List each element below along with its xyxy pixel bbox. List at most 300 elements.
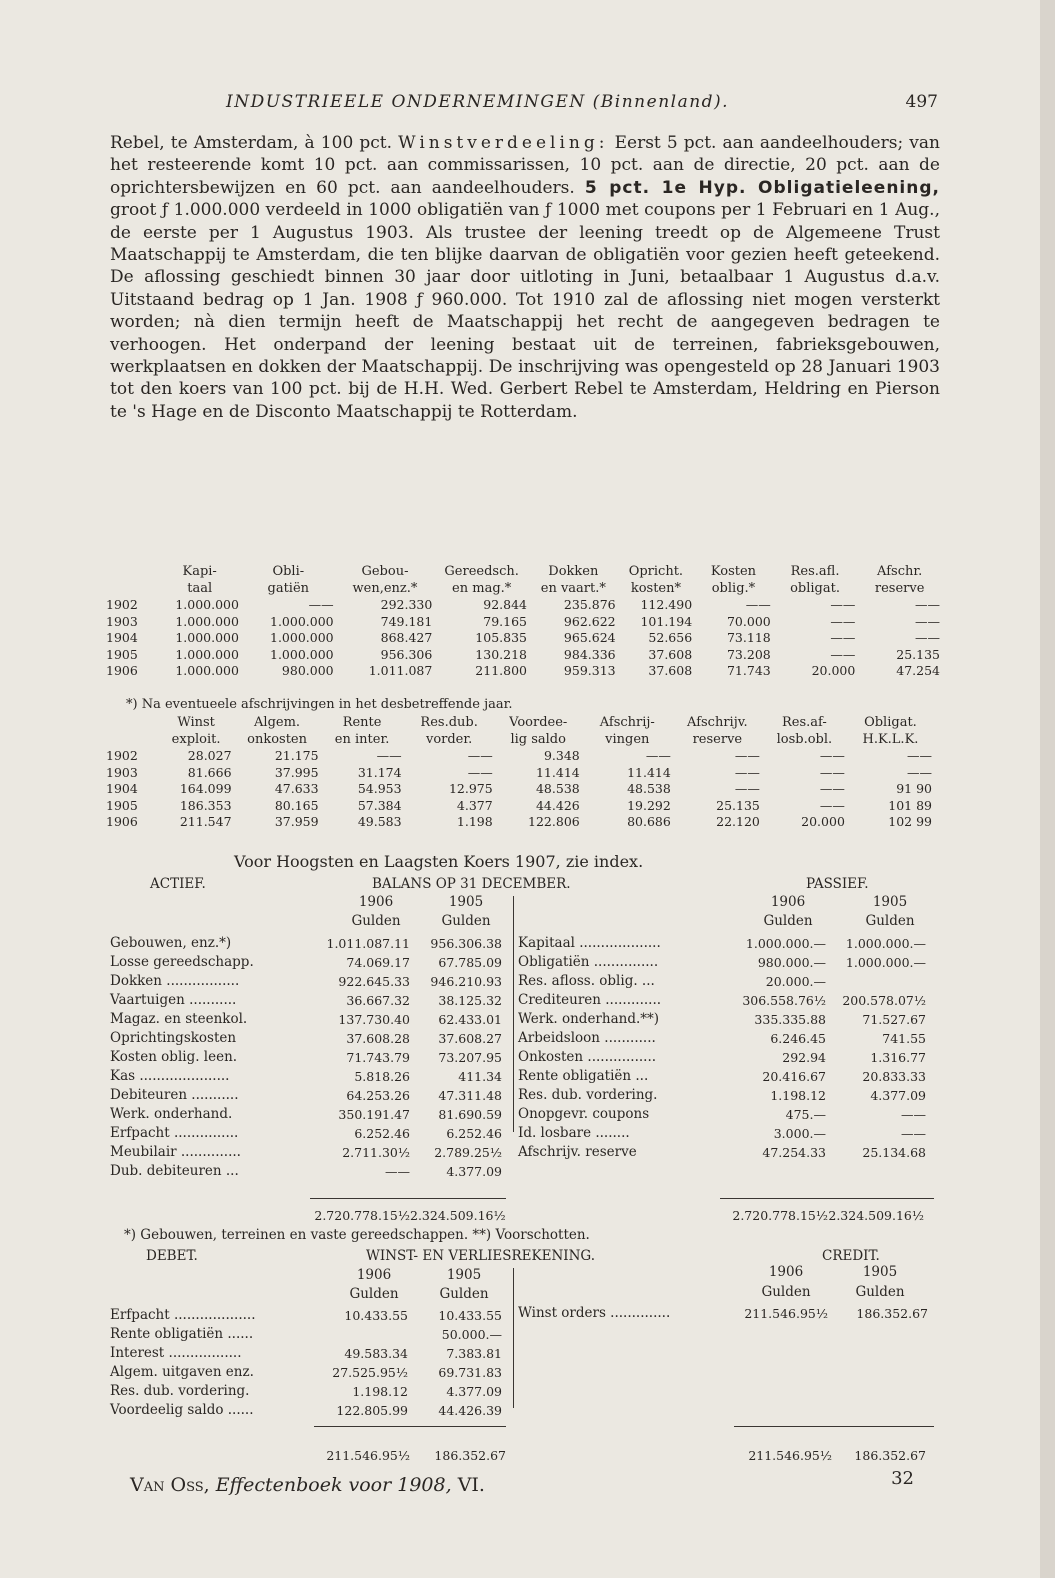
ledger-row — [110, 1010, 510, 1029]
ledger-row — [110, 1048, 510, 1067]
body-text-3: groot ƒ 1.000.000 verdeeld in 1000 obligatiën van ƒ 1000 met coupons per 1 Februari en 1 Aug., de eerste per 1 Augustus 1903. Als trustee der leening treedt op de Algemeene Trust Maatschappij te Amsterdam, die ten blijke daarvan de obligatiën voor gezien heeft geteekend. De aflossing geschiedt binnen 30 jaar door uitloting in Juni, betaalbaar 1 Augustus d.a.v. Uitstaand bedrag op 1 Jan. 1908 ƒ 960.000. Tot 1910 zal de aflossing niet mogen versterkt worden; nà dien termijn heeft de Maatschappij het recht de aangegeven bedragen te verhoogen. Het onderpand der leening bestaat uit de terreinen, fabrieksgebouwen, werkplaatsen en dokken der Maatschappij. De inschrijving was opengesteld op 28 Januari 1903 tot den koers van 100 pct. bij de H.H. Wed. Gerbert Rebel te Amsterdam, Heldring en Pierson te 's Hage en de Disconto Maatschappij te Rotterdam. — [110, 200, 940, 422]
table-cell: 28.027 — [187, 748, 232, 763]
actief-total-rule — [310, 1198, 506, 1199]
ledger-value-1906: 20.000.— — [765, 974, 826, 989]
ledger-value-1906: 306.558.76½ — [742, 993, 826, 1008]
actief-year-1905: 1905 — [448, 894, 484, 910]
table-cell: 20.000 — [811, 663, 856, 678]
passief-total-1905: 2.324.509.16½ — [828, 1208, 924, 1223]
ledger-row — [518, 1105, 940, 1124]
ledger-value-1906: 122.805.99 — [336, 1403, 408, 1418]
ledger-value-1906: 3.000.— — [773, 1126, 826, 1141]
profit-history-table — [104, 715, 934, 831]
ledger-label: Kosten oblig. leen. — [110, 1049, 238, 1065]
passief-unit-1: Gulden — [763, 913, 813, 929]
ledger-value-1905: 4.377.09 — [446, 1384, 502, 1399]
ledger-label: Losse gereedschapp. — [110, 954, 254, 970]
running-header — [226, 92, 938, 112]
balance-divider — [513, 896, 514, 1132]
ledger-row — [518, 991, 940, 1010]
table-cell: 965.624 — [563, 630, 616, 645]
wv-title: WINST- EN VERLIESREKENING. — [366, 1248, 596, 1264]
actief-unit-1: Gulden — [351, 913, 401, 929]
ledger-label: Dub. debiteuren ... — [110, 1163, 239, 1179]
table-row — [104, 814, 934, 831]
ledger-value-1906: 292.94 — [782, 1050, 826, 1065]
table-row — [104, 614, 942, 631]
body-text-2: Eerst 5 pct. aan aandeelhouders; van het resteerende komt 10 pct. aan commissarissen, 10 pct. aan de directie, 20 pct. aan de oprichtersbewijzen en 60 pct. aan aandeelhouders. — [110, 133, 940, 198]
table-cell: 52.656 — [648, 630, 693, 645]
table-row — [104, 781, 934, 798]
table2-header: Obligat. H.K.L.K. — [862, 715, 919, 747]
ledger-value-1906: 5.818.26 — [354, 1069, 410, 1084]
table-cell: 37.995 — [274, 764, 319, 780]
table-cell: 47.254 — [896, 663, 940, 678]
ledger-label: Magaz. en steenkol. — [110, 1011, 248, 1027]
ledger-row — [110, 991, 510, 1010]
table-cell: 956.306 — [380, 646, 433, 662]
table-cell: 71.743 — [726, 663, 771, 678]
debet-title: DEBET. — [146, 1248, 198, 1264]
table-cell: —— — [734, 764, 760, 780]
ledger-value-1906: 6.246.45 — [770, 1031, 826, 1046]
table-cell: —— — [745, 597, 771, 612]
table-cell: 91 90 — [896, 781, 932, 796]
table1-header: Kosten oblig.* — [710, 564, 757, 596]
table-cell: —— — [819, 748, 845, 763]
header-title: INDUSTRIEELE ONDERNEMINGEN (Binnenland). — [226, 92, 730, 112]
winstverdeeling-label: Winstverdeeling: — [398, 133, 609, 153]
ledger-value-1905: —— — [901, 1107, 926, 1122]
debet-list — [110, 1306, 510, 1420]
ledger-value-1905: 4.377.09 — [870, 1088, 926, 1103]
ledger-label: Gebouwen, enz.*) — [110, 935, 232, 951]
table-cell: —— — [819, 797, 845, 813]
row-year: 1903 — [106, 764, 138, 780]
ledger-value-1905: 73.207.95 — [438, 1050, 502, 1065]
table-row — [104, 647, 942, 664]
table-row — [104, 630, 942, 647]
ledger-label: Dokken ................. — [110, 973, 240, 989]
table-row — [104, 798, 934, 815]
ledger-value-1905: 25.134.68 — [862, 1145, 926, 1160]
ledger-label: Onopgevr. coupons — [518, 1106, 650, 1122]
row-year: 1904 — [106, 630, 138, 645]
table-cell: —— — [830, 613, 856, 629]
passief-total-1906: 2.720.778.15½ — [732, 1208, 828, 1223]
ledger-label: Oprichtingskosten — [110, 1030, 237, 1046]
footer-title: Effectenboek voor 1908, — [215, 1474, 452, 1496]
footer-author: Van Oss, — [130, 1474, 210, 1496]
ledger-label: Erfpacht ............... — [110, 1125, 239, 1141]
signature-number: 32 — [891, 1468, 914, 1489]
ledger-label: Afschrijv. reserve — [518, 1144, 637, 1160]
wv-divider — [513, 1268, 514, 1408]
table-cell: 1.011.087 — [368, 663, 433, 678]
ledger-value-1905: 44.426.39 — [438, 1403, 502, 1418]
debet-total-1905: 186.352.67 — [434, 1448, 506, 1463]
table-cell: —— — [915, 613, 940, 629]
ledger-row — [518, 1124, 940, 1143]
ledger-value-1906: 475.— — [785, 1107, 826, 1122]
footer-volume: VI. — [457, 1474, 485, 1496]
ledger-value-1905: 1.316.77 — [870, 1050, 926, 1065]
table-cell: 101.194 — [640, 613, 693, 629]
passief-list — [518, 934, 940, 1162]
ledger-label: Res. dub. vordering. — [518, 1087, 658, 1103]
table-cell: 80.165 — [274, 797, 319, 813]
ledger-value-1906: 20.416.67 — [762, 1069, 826, 1084]
ledger-label: Rente obligatiën ... — [518, 1068, 649, 1084]
table-cell: 11.414 — [627, 764, 671, 780]
ledger-label: Vaartuigen ........... — [110, 992, 237, 1008]
ledger-row — [110, 1401, 510, 1420]
table-cell: 22.120 — [716, 814, 760, 829]
table-cell: 12.975 — [448, 781, 493, 796]
passief-year-1906: 1906 — [770, 894, 806, 910]
ledger-label: Erfpacht ................... — [110, 1307, 256, 1323]
table-cell: 1.000.000 — [270, 646, 334, 662]
table-cell: —— — [734, 748, 760, 763]
table-cell: 122.806 — [528, 814, 580, 829]
ledger-value-1906: 71.743.79 — [346, 1050, 410, 1065]
row-year: 1903 — [106, 613, 138, 629]
ledger-value-1905: 946.210.93 — [430, 974, 502, 989]
ledger-row — [518, 972, 940, 991]
ledger-value-1905: 71.527.67 — [862, 1012, 926, 1027]
passief-year-1905: 1905 — [872, 894, 908, 910]
ledger-value-1905: —— — [901, 1126, 926, 1141]
ledger-value-1906: —— — [385, 1164, 410, 1179]
ledger-value-1905: 186.352.67 — [856, 1306, 928, 1321]
credit-unit-2: Gulden — [855, 1284, 905, 1300]
debet-year-1905: 1905 — [446, 1267, 482, 1283]
ledger-label: Arbeidsloon ............ — [518, 1030, 656, 1046]
table-cell: 211.800 — [475, 663, 527, 678]
table-cell: 81.666 — [187, 764, 232, 780]
table-cell: 984.336 — [563, 646, 616, 662]
ledger-label: Kas ..................... — [110, 1068, 230, 1084]
table-cell: —— — [308, 597, 334, 612]
table-cell: 868.427 — [380, 630, 433, 645]
ledger-row — [518, 1029, 940, 1048]
table-cell: 980.000 — [281, 663, 334, 678]
ledger-row — [110, 1325, 510, 1344]
ledger-value-1905: 956.306.38 — [430, 936, 502, 951]
ledger-row — [518, 1304, 940, 1323]
table-cell: —— — [376, 748, 402, 763]
actief-title: ACTIEF. — [150, 876, 206, 892]
table-row — [104, 748, 934, 765]
table2-header: Algem. onkosten — [247, 715, 307, 747]
table1-header: Opricht. kosten* — [628, 564, 684, 596]
table-cell: 1.000.000 — [270, 613, 334, 629]
table-cell: 44.426 — [535, 797, 580, 813]
credit-total-rule — [734, 1426, 934, 1427]
table-cell: 962.622 — [563, 613, 616, 629]
ledger-label: Werk. onderhand. — [110, 1106, 233, 1122]
table1-header: Dokken en vaart.* — [540, 564, 606, 596]
ledger-value-1905: 37.608.27 — [438, 1031, 502, 1046]
table-cell: 235.876 — [563, 597, 616, 612]
ledger-label: Res. afloss. oblig. ... — [518, 973, 655, 989]
table-cell: 1.000.000 — [175, 630, 239, 645]
ledger-value-1905: 67.785.09 — [438, 955, 502, 970]
table-cell: —— — [645, 748, 671, 763]
ledger-value-1906: 1.000.000.— — [745, 936, 826, 951]
ledger-row — [110, 1086, 510, 1105]
credit-unit-1: Gulden — [761, 1284, 811, 1300]
ledger-value-1905: 741.55 — [882, 1031, 926, 1046]
ledger-value-1906: 74.069.17 — [346, 955, 410, 970]
table1-header: Res.afl. obligat. — [790, 564, 840, 596]
table-cell: 1.000.000 — [175, 663, 239, 678]
ledger-label: Meubilair .............. — [110, 1144, 241, 1160]
table-cell: —— — [830, 646, 856, 662]
credit-title: CREDIT. — [822, 1248, 880, 1264]
body-text-1: Rebel, te Amsterdam, à 100 pct. — [110, 133, 399, 153]
table-cell: 54.953 — [357, 781, 402, 796]
table-cell: 1.000.000 — [175, 597, 239, 612]
table-cell: 79.165 — [483, 613, 527, 629]
table-row — [104, 597, 942, 614]
ledger-row — [110, 934, 510, 953]
ledger-label: Crediteuren ............. — [518, 992, 662, 1008]
ledger-row — [110, 1029, 510, 1048]
table1-header: Obli- gatiën — [267, 564, 310, 596]
table-cell: 105.835 — [475, 630, 527, 645]
table1-header: Gereedsch. en mag.* — [444, 564, 519, 596]
ledger-row — [518, 1143, 940, 1162]
table2-header: Rente en inter. — [334, 715, 390, 747]
ledger-value-1905: 1.000.000.— — [845, 955, 926, 970]
ledger-value-1905: 20.833.33 — [862, 1069, 926, 1084]
ledger-value-1906: 47.254.33 — [762, 1145, 826, 1160]
table-cell: —— — [830, 630, 856, 645]
ledger-row — [110, 1124, 510, 1143]
table1-header-year — [104, 564, 158, 597]
table-cell: 37.608 — [648, 646, 693, 662]
ledger-label: Kapitaal ................... — [518, 935, 661, 951]
table2-header: Afschrij- vingen — [599, 715, 655, 747]
balans-title: BALANS OP 31 DECEMBER. — [372, 876, 571, 892]
ledger-value-1905: 6.252.46 — [446, 1126, 502, 1141]
table2-header: Winst exploit. — [171, 715, 221, 747]
ledger-row — [110, 1162, 510, 1181]
page-number: 497 — [905, 92, 938, 112]
ledger-label: Werk. onderhand.**) — [518, 1011, 660, 1027]
table-cell: 1.198 — [456, 814, 493, 829]
row-year: 1905 — [106, 797, 138, 813]
row-year: 1905 — [106, 646, 138, 662]
table-cell: 48.538 — [627, 781, 671, 796]
ledger-row — [110, 1382, 510, 1401]
ledger-value-1906: 1.198.12 — [770, 1088, 826, 1103]
ledger-row — [110, 1344, 510, 1363]
body-text — [110, 132, 940, 423]
ledger-value-1906: 211.546.95½ — [744, 1306, 828, 1321]
table-cell: 1.000.000 — [175, 613, 239, 629]
table-cell: 37.959 — [274, 814, 319, 829]
table2-header: Voordee- lig saldo — [509, 715, 568, 747]
credit-list — [518, 1304, 940, 1323]
table-cell: 80.686 — [627, 814, 671, 829]
table-cell: 31.174 — [357, 764, 402, 780]
ledger-label: Interest ................. — [110, 1345, 242, 1361]
ledger-value-1905: 50.000.— — [441, 1327, 502, 1342]
table-cell: 211.547 — [179, 814, 232, 829]
credit-total-1906: 211.546.95½ — [748, 1448, 832, 1463]
table-cell: 130.218 — [475, 646, 527, 662]
table-cell: 11.414 — [535, 764, 580, 780]
ledger-value-1905: 10.433.55 — [438, 1308, 502, 1323]
table2-header: Res.af- losb.obl. — [776, 715, 833, 747]
debet-year-1906: 1906 — [356, 1267, 392, 1283]
table-cell: 49.583 — [357, 814, 402, 829]
ledger-row — [518, 953, 940, 972]
table-cell: 37.608 — [648, 663, 693, 678]
ledger-row — [110, 953, 510, 972]
ledger-value-1905: 4.377.09 — [446, 1164, 502, 1179]
ledger-label: Res. dub. vordering. — [110, 1383, 250, 1399]
table-cell: 1.000.000 — [175, 646, 239, 662]
table-cell: 9.348 — [543, 748, 580, 763]
page-edge — [1040, 0, 1055, 1578]
table2-header: Afschrijv. reserve — [687, 715, 748, 747]
table1-header: Gebou- wen,enz.* — [352, 564, 418, 596]
ledger-label: Id. losbare ........ — [518, 1125, 630, 1141]
table-cell: 73.208 — [726, 646, 771, 662]
ledger-value-1906: 137.730.40 — [338, 1012, 410, 1027]
ledger-value-1905: 47.311.48 — [438, 1088, 502, 1103]
ledger-label: Onkosten ................ — [518, 1049, 657, 1065]
ledger-row — [518, 1067, 940, 1086]
ledger-value-1905: 1.000.000.— — [845, 936, 926, 951]
row-year: 1902 — [106, 597, 138, 612]
ledger-value-1906: 1.198.12 — [352, 1384, 408, 1399]
ledger-value-1906: 27.525.95½ — [332, 1365, 408, 1380]
table-cell: —— — [907, 764, 932, 780]
ledger-value-1906: 64.253.26 — [346, 1088, 410, 1103]
ledger-row — [518, 1010, 940, 1029]
ledger-value-1905: 81.690.59 — [438, 1107, 502, 1122]
table-cell: —— — [915, 597, 940, 612]
ledger-value-1905: 2.789.25½ — [434, 1145, 502, 1160]
ledger-value-1906: 2.711.30½ — [342, 1145, 410, 1160]
debet-total-rule — [314, 1426, 506, 1427]
ledger-label: Algem. uitgaven enz. — [110, 1364, 254, 1380]
debet-unit-1: Gulden — [349, 1286, 399, 1302]
ledger-value-1906: 49.583.34 — [344, 1346, 408, 1361]
ledger-value-1906: 37.608.28 — [346, 1031, 410, 1046]
table-cell: —— — [467, 748, 493, 763]
row-year: 1902 — [106, 748, 138, 763]
ledger-row — [110, 1306, 510, 1325]
table-cell: 47.633 — [274, 781, 319, 796]
table-cell: 186.353 — [179, 797, 232, 813]
passief-title: PASSIEF. — [806, 876, 869, 892]
actief-list — [110, 934, 510, 1181]
balance-footnote: *) Gebouwen, terreinen en vaste gereedschappen. **) Voorschotten. — [124, 1227, 590, 1243]
table-cell: 25.135 — [896, 646, 940, 662]
row-year: 1904 — [106, 781, 138, 796]
credit-total-1905: 186.352.67 — [854, 1448, 926, 1463]
ledger-value-1905: 7.383.81 — [446, 1346, 502, 1361]
table1-header: Afschr. reserve — [874, 564, 925, 596]
row-year: 1906 — [106, 663, 138, 678]
table-cell: 21.175 — [274, 748, 319, 763]
ledger-row — [110, 972, 510, 991]
table-cell: 70.000 — [726, 613, 771, 629]
table-cell: 19.292 — [627, 797, 671, 813]
ledger-value-1905: 69.731.83 — [438, 1365, 502, 1380]
table-cell: 92.844 — [483, 597, 527, 612]
ledger-value-1906: 1.011.087.11 — [326, 936, 410, 951]
ledger-value-1906: 6.252.46 — [354, 1126, 410, 1141]
table-cell: 48.538 — [535, 781, 580, 796]
table-cell: —— — [907, 748, 932, 763]
table-cell: 73.118 — [726, 630, 771, 645]
ledger-value-1906: 922.645.33 — [338, 974, 410, 989]
table-cell: —— — [819, 764, 845, 780]
ledger-label: Obligatiën ............... — [518, 954, 659, 970]
balance-sheet — [110, 876, 940, 1436]
ledger-value-1905: 200.578.07½ — [842, 993, 926, 1008]
ledger-value-1906: 36.667.32 — [346, 993, 410, 1008]
table-cell: —— — [467, 764, 493, 780]
actief-total-1906: 2.720.778.15½ — [314, 1208, 410, 1223]
row-year: 1906 — [106, 814, 138, 829]
table-cell: —— — [819, 781, 845, 796]
ledger-value-1906: 335.335.88 — [754, 1012, 826, 1027]
actief-total-1905: 2.324.509.16½ — [410, 1208, 506, 1223]
credit-year-1906: 1906 — [768, 1264, 804, 1280]
table-cell: 20.000 — [801, 814, 845, 829]
debet-unit-2: Gulden — [439, 1286, 489, 1302]
table-cell: 959.313 — [563, 663, 616, 678]
passief-unit-2: Gulden — [865, 913, 915, 929]
table-row — [104, 663, 942, 680]
koers-note: Voor Hoogsten en Laagsten Koers 1907, zie index. — [234, 852, 644, 871]
actief-year-1906: 1906 — [358, 894, 394, 910]
debet-total-1906: 211.546.95½ — [326, 1448, 410, 1463]
passief-total-rule — [720, 1198, 934, 1199]
table-cell: 4.377 — [456, 797, 493, 813]
loan-heading: 5 pct. 1e Hyp. Obligatieleening, — [584, 177, 940, 198]
table-cell: —— — [830, 597, 856, 612]
page-footer — [130, 1474, 485, 1496]
table1-header: Kapi- taal — [182, 564, 217, 596]
table-row — [104, 765, 934, 782]
ledger-row — [110, 1363, 510, 1382]
table-cell: 164.099 — [179, 781, 232, 796]
ledger-row — [110, 1143, 510, 1162]
ledger-value-1906: 350.191.47 — [338, 1107, 410, 1122]
table-cell: 112.490 — [640, 597, 693, 612]
ledger-value-1905: 38.125.32 — [438, 993, 502, 1008]
ledger-label: Winst orders .............. — [518, 1305, 671, 1321]
table-cell: 57.384 — [357, 797, 402, 813]
ledger-value-1905: 62.433.01 — [438, 1012, 502, 1027]
table-cell: —— — [734, 781, 760, 796]
table1-footnote: *) Na eventueele afschrijvingen in het desbetreffende jaar. — [126, 697, 513, 712]
ledger-row — [518, 1048, 940, 1067]
ledger-label: Rente obligatiën ...... — [110, 1326, 254, 1342]
ledger-row — [110, 1105, 510, 1124]
ledger-label: Voordeelig saldo ...... — [110, 1402, 254, 1418]
ledger-label: Debiteuren ........... — [110, 1087, 239, 1103]
ledger-value-1906: 10.433.55 — [344, 1308, 408, 1323]
